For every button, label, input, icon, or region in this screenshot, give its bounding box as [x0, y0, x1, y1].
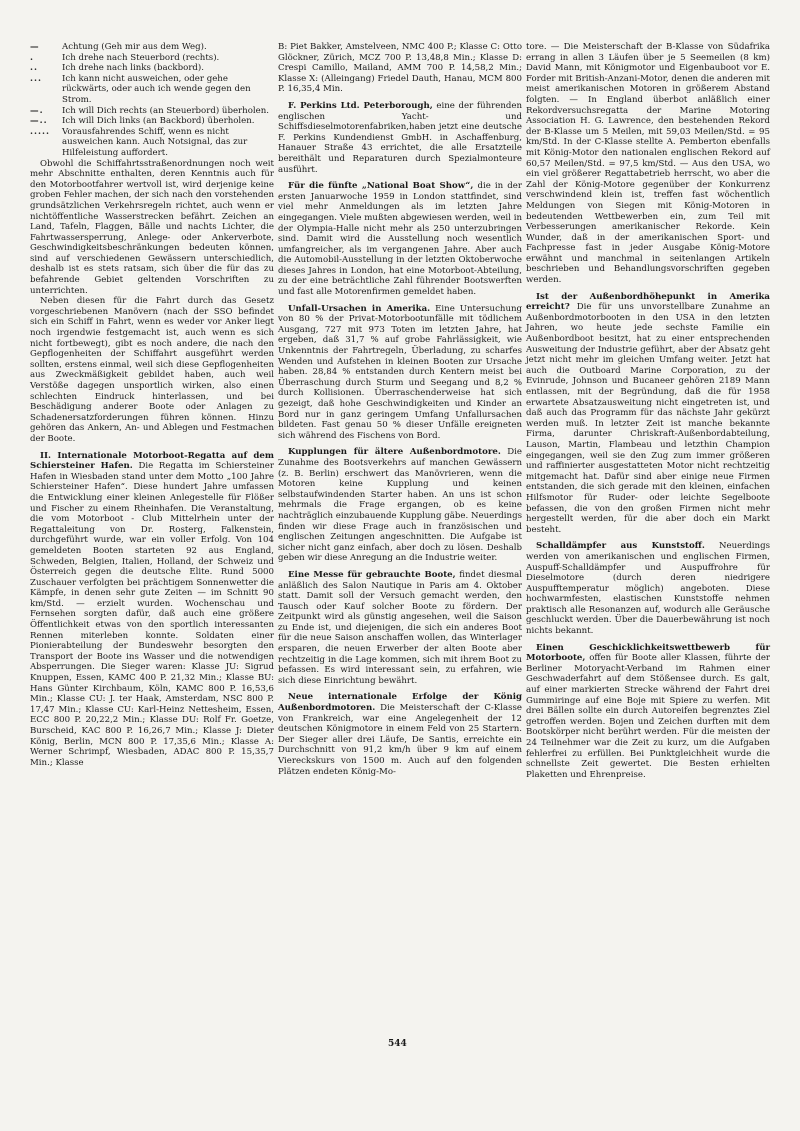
article-geschicklichkeit [526, 643, 770, 781]
signal-row [30, 63, 274, 74]
signal-meaning: Ich will Dich rechts (an Steuerbord) überholen. [62, 105, 269, 116]
signal-meaning: Achtung (Geh mir aus dem Weg). [62, 42, 207, 52]
article-body: Eine Untersuchung von 80 % der Privat-Motorbootunfälle mit tödlichem Ausgang, 727 mit 973 Toten im letzten Jahre, hat ergeben, daß 31,7 % auf grobe Fahrlässigkeit, wie Unkenntnis der Fahrtregeln, Überladung, zu scharfes Wenden und Aufstehen in kleinen Booten zur Ursache haben. 28,84 % entstanden durch Kentern meist bei Überraschung durch Sturm und Seegang und 8,2 % durch Kollisionen. Überraschenderweise hat sich gezeigt, daß hohe Geschwindigkeiten und Kinder an Bord nur in ganz geringem Umfang Unfallursachen bildeten. Fast genau 50 % dieser Unfälle ereigneten sich während des Fischens von Bord. [278, 303, 523, 441]
signal-meaning: Ich will Dich links (an Backbord) überholen. [62, 116, 255, 127]
article-schalldaempfer [526, 541, 770, 636]
article-boat-show [278, 181, 522, 298]
article-body: Die Meisterschaft der C-Klasse von Frankreich, war eine Angelegenheit der 12 deutschen Königmotore in einem Feld von 25 Startern. Der Sieger aller drei Läufe, De Santis, erreichte ein Durchschnitt von 91,2 km/h über 9 km auf einem Viereckskurs von 1500 m. Auch auf den folgenden Plätzen endeten König-Mo- [278, 703, 522, 777]
article-erfolge [278, 692, 522, 777]
article-heading: Kupplungen für ältere Außenbordmotore. [288, 447, 501, 458]
column-middle [278, 42, 522, 777]
signal-symbol: .. [30, 63, 38, 74]
article-body: die in der ersten Januarwoche 1959 in London stattfindet, sind viel mehr Anmeldungen als im letzten Jahre eingegangen. Viele mußten abgewiesen werden, weil in der Olympia-Halle nicht mehr als 250 unterzubringen sind. Damit wird die Ausstellung noch wesentlich umfangreicher, als im vergangenen Jahre. Aber auch die Automobil-Ausstellung in der letzten Oktoberwoche dieses Jahres in London, hat eine Motorboot-Abteilung, zu der eine beträchtliche Zahl führender Bootswerften und fast alle Motorenfirmen gemeldet haben. [278, 181, 522, 298]
article-body: eine der führenden englischen Yacht- und Schiffsdieselmotorenfabriken,haben jetzt eine deutsche F. Perkins Kundendienst GmbH. in Aschaffenburg, Hanauer Straße 43 errichtet, die alle Ersatzteile bereithält und Reparaturen durch Spezialmonteure ausführt. [278, 100, 522, 175]
signal-meaning: Ich drehe nach Steuerbord (rechts). [62, 52, 220, 63]
article-perkins [278, 101, 522, 175]
article-heading: Für die fünfte „National Boat Show“, [288, 181, 474, 192]
article-body: Neuerdings werden von amerikanischen und englischen Firmen, Auspuff-Schalldämpfer und Auspuffrohre für Dieselmotore (durch deren niedrigere Auspufftemperatur möglich) angeboten. Diese hochwarmfesten, elastischen Kunststoffe nehmen praktisch alle Resonanzen auf, wodurch alle Geräusche geschluckt werden. Über die Dauerbewährung ist noch nichts bekannt. [526, 541, 770, 637]
signal-symbol: ... [30, 73, 42, 84]
signal-meaning: Ich drehe nach links (backbord). [62, 63, 205, 74]
article-heading: F. Perkins Ltd. Peterborough, [288, 100, 433, 111]
article-heading: Ist der Außenbordhöhepunkt in Amerika erreicht? [526, 291, 770, 313]
signal-row [30, 42, 274, 53]
article-heading: Unfall-Ursachen in Amerika. [288, 303, 431, 314]
article-body: offen für Boote aller Klassen, führte der Berliner Motoryacht-Verband im Rahmen einer Geschwaderfahrt auf dem Stößensee durch. Es galt, auf einer markierten Strecke während der Fahrt drei Gummiringe auf eine Boje mit Spiere zu werfen. Mit drei Bällen sollte ein durch Autoreifen begrenztes Ziel getroffen werden. Bojen und Zeichen durften mit dem Bootskörper nicht berührt werden. Für die meisten der 24 Teilnehmer war die Zeit zu kurz, um die Aufgaben fehlerfrei zu erfüllen. Bei Punktgleichheit wurde die schnellste Zeit gewertet. Die Besten erhielten Plaketten und Ehrenpreise. [526, 653, 771, 780]
signal-symbol: ..... [30, 126, 50, 137]
signal-symbol: — [30, 42, 40, 52]
signal-symbol: . [30, 52, 34, 63]
article-heading: Einen Geschicklichkeitswettbewerb für Motorboote, [526, 642, 770, 664]
signal-meaning: Vorausfahrendes Schiff, wenn es nicht ausweichen kann. Auch Notsignal, das zur Hilfeleistung auffordert. [62, 126, 248, 158]
signal-symbol: —.. [30, 116, 48, 127]
paragraph: Neben diesen für die Fahrt durch das Gesetz vorgeschriebenen Manövern (nach der SSO befindet sich ein Schiff in Fahrt, wenn es weder vor Anker liegt noch irgendwie festgemacht ist, auch wenn es sich nicht fortbewegt), gibt es noch andere, die nach den Gepflogenheiten der Schiffahrt ausgeführt werden sollten, erstens einmal, weil sich diese Gepflogenheiten aus Zweckmäßigkeit gebildet haben, auch weil Verstöße dagegen unsportlich wirken, also einen schlechten Eindruck hinterlassen, und bei Beschädigung anderer Boote oder Anlagen zu Schadenersatzforderungen führen können. Hinzu gehören das Ankern, An- und Ablegen und Festmachen der Boote. [30, 296, 274, 444]
article-heading: Schalldämpfer aus Kunststoff. [536, 541, 705, 552]
article-heading: Eine Messe für gebrauchte Boote, [288, 569, 456, 580]
article-unfall [278, 304, 522, 442]
article-body: Die Regatta im Schiersteiner Hafen in Wiesbaden stand unter dem Motto „100 Jahre Schiersteiner Hafen“. Diese hundert Jahre umfassen die Entwicklung einer kleinen Anlegestelle für Flößer und Fischer zu einem Rheinhafen. Die Veranstaltung, die vom Motorboot - Club Mittelrhein unter der Regattaleitung von Dr. Rosterg, Falkenstein, durchgeführt wurde, war ein voller Erfolg. Von 104 gemeldeten Booten starteten 92 aus England, Schweden, Belgien, Italien, Holland, der Schweiz und Österreich gegen die deutsche Elite. Rund 5000 Zuschauer verfolgten bei prächtigem Sonnenwetter die Kämpfe, in denen sehr gute Zeiten — im Schnitt 90 km/Std. — erzielt wurden. Wochenschau und Fernsehen sorgten dafür, daß auch eine größere Öffentlichkeit etwas von den sportlich interessanten Rennen miterleben konnte. Soldaten einer Pionierabteilung der Bundeswehr besorgten den Transport der Boote ins Wasser und die notwendigen Absperrungen. Die Sieger waren: Klasse JU: Sigrud Knuppen, Essen, KAMC 400 P. 21,32 Min.; Klasse BU: Hans Günter Kirchbaum, Köln, KAMC 800 P. 16,53,6 Min.; Klasse CU: J. ter Haak, Amsterdam, NSC 800 P. 17,47 Min.; Klasse CU: Karl-Heinz Nettesheim, Essen, ECC 800 P. 20,22,2 Min.; Klasse DU: Rolf Fr. Goetze, Burscheid, KAC 800 P. 16,26,7 Min.; Klasse J: Dieter König, Berlin, MCN 800 P. 17,35,6 Min.; Klasse A: Werner Schrimpf, Wiesbaden, ADAC 800 P. 15,35,7 Min.; Klasse [30, 461, 274, 768]
signal-list [30, 42, 274, 159]
article-body: Die für uns unvorstellbare Zunahme an Außenbordmotorbooten in den USA in den letzten Jahren, wo heute jede sechste Familie ein Außenbordboot besitzt, hat zu einer entsprechenden Ausweitung der Industrie geführt, aber der Absatz geht jetzt nicht mehr im gleichen Umfang weiter. Jetzt hat auch die Outboard Marine Corporation, zu der Evinrude, Johnson und Bucaneer gehören 2189 Mann entlassen, mit der Begründung, daß die für 1958 erwartete Absatzausweitung nicht eingetreten ist, und daß auch das Programm für das nächste Jahr gekürzt werden muß. In letzter Zeit ist manche bekannte Firma, darunter Chriskraft-Außenbordabteilung, Lauson, Martin, Flambeau und letzthin Champion eingegangen, weil sie den Zug zum immer größeren und raffinierter ausgestatteten Motor nicht rechtzeitig mitgemacht hat. Dafür sind aber einige neue Firmen entstanden, die sich gerade mit den kleinen, einfachen Hilfsmotor für Ruder- oder leichte Segelboote befassen, die von den großen Firmen nicht mehr hergestellt werden, für die aber doch ein Markt besteht. [526, 302, 771, 535]
signal-row [30, 74, 274, 106]
signal-symbol: —. [30, 105, 44, 116]
paragraph-continued: B: Piet Bakker, Amstelveen, NMC 400 P.; Klasse C: Otto Glöckner, Zürich, MCZ 700 P. 13,48,8 Min.; Klasse D: Crespi Camillo, Mailand, AMM 700 P. 14,58,2 Min.; Klasse X: (Alleingang) Friedel Dauth, Hanau, MCM 800 P. 16,35,4 Min. [278, 42, 522, 95]
signal-row [30, 127, 274, 159]
article-hoehepunkt [526, 292, 770, 536]
signal-row [30, 53, 274, 64]
paragraph-continued: tore. — Die Meisterschaft der B-Klasse von Südafrika errang in allen 3 Läufen über je 5 Seemeilen (8 km) David Mann, mit Königmotor und Eigenbauboot vor E. Forder mit British-Anzani-Motor, denen die anderen mit meist amerikanischen Motoren in größerem Abstand folgten. — In England überbot anläßlich einer Rekordversuchsregatta der Marine Motoring Association H. G. Lawrence, den bestehenden Rekord der B-Klasse um 5 Meilen, mit 59,03 Meilen/Std. = 95 km/Std. In der C-Klasse stellte A. Pemberton ebenfalls mit König-Motor den nationalen englischen Rekord auf 60,57 Meilen/Std. = 97,5 km/Std. — Aus den USA, wo ein viel größerer Regattabetrieb herrscht, wo aber die Zahl der König-Motore gegenüber der Konkurrenz verschwindend klein ist, treffen fast wöchentlich Meldungen von Siegen mit König-Motoren in bedeutenden Wettbewerben ein, zum Teil mit Verbesserungen amerikanischer Rekorde. Kein Wunder, daß in der amerikanischen Sport- und Fachpresse fast in jeder Ausgabe König-Motore erwähnt und manchmal in seitenlangen Artikeln beschrieben und Behandlungsvorschriften gegeben werden. [526, 42, 770, 286]
article-messe [278, 570, 522, 687]
article-body: findet diesmal anläßlich des Salon Nautique in Paris am 4. Oktober statt. Damit soll der Versuch gemacht werden, den Tausch oder Kauf solcher Boote zu fördern. Der Zeitpunkt wird als günstig angesehen, weil die Saison zu Ende ist, und diejenigen, die sich ein anderes Boot für die neue Saison anschaffen wollen, das Winterlager ersparen, die neuen Erwerber der alten Boote aber rechtzeitig in die Lage kommen, sich mit ihrem Boot zu befassen. Es wird interessant sein, zu erfahren, wie sich diese Einrichtung bewährt. [278, 569, 522, 686]
article-kupplungen [278, 447, 522, 564]
paragraph: Obwohl die Schiffahrtsstraßenordnungen noch weit mehr Abschnitte enthalten, deren Kenntnis auch für den Motorbootfahrer wertvoll ist, wird derjenige keine groben Fehler machen, der sich nach den vorstehenden grundsätzlichen Verkehrsregeln richtet, auch wenn er nichtöffentliche Wasserstrecken befährt. Zeichen an Land, Tafeln, Flaggen, Bälle und nachts Lichter, die Fahrtwassersperrung, Anlege- oder Ankerverbote, Geschwindigkeitsbeschränkungen bedeuten können, sind auf verschiedenen Gewässern unterschiedlich, deshalb ist es stets ratsam, sich über die für das zu befahrende Gebiet geltenden Vorschriften zu unterrichten. [30, 158, 274, 296]
column-right [526, 42, 770, 780]
signal-row [30, 116, 274, 127]
page-number: 544 [388, 1039, 407, 1049]
article-heading: Neue internationale Erfolge der König Außenbordmotoren. [278, 692, 522, 714]
column-left [30, 42, 274, 768]
signal-row [30, 106, 274, 117]
article-regatta [30, 451, 274, 769]
article-body: Die Zunahme des Bootsverkehrs auf manchen Gewässern (z. B. Berlin) erschwert das Manövrieren, wenn die Motoren keine Kupplung und keinen selbstaufwindenden Starter haben. An uns ist schon mehrmals die Frage ergangen, ob es keine nachträglich einzubauende Kupplung gäbe. Neuerdings finden wir diese Frage auch in französischen und englischen Zeitungen angeschnitten. Die Aufgabe ist sicher nicht ganz einfach, aber doch zu lösen. Deshalb geben wir diese Anregung an die Industrie weiter. [278, 447, 523, 564]
signal-meaning: Ich kann nicht ausweichen, oder gehe rückwärts, oder auch ich wende gegen den Strom. [62, 73, 251, 105]
article-heading: II. Internationale Motorboot-Regatta auf dem Schiersteiner Hafen. [30, 450, 274, 472]
